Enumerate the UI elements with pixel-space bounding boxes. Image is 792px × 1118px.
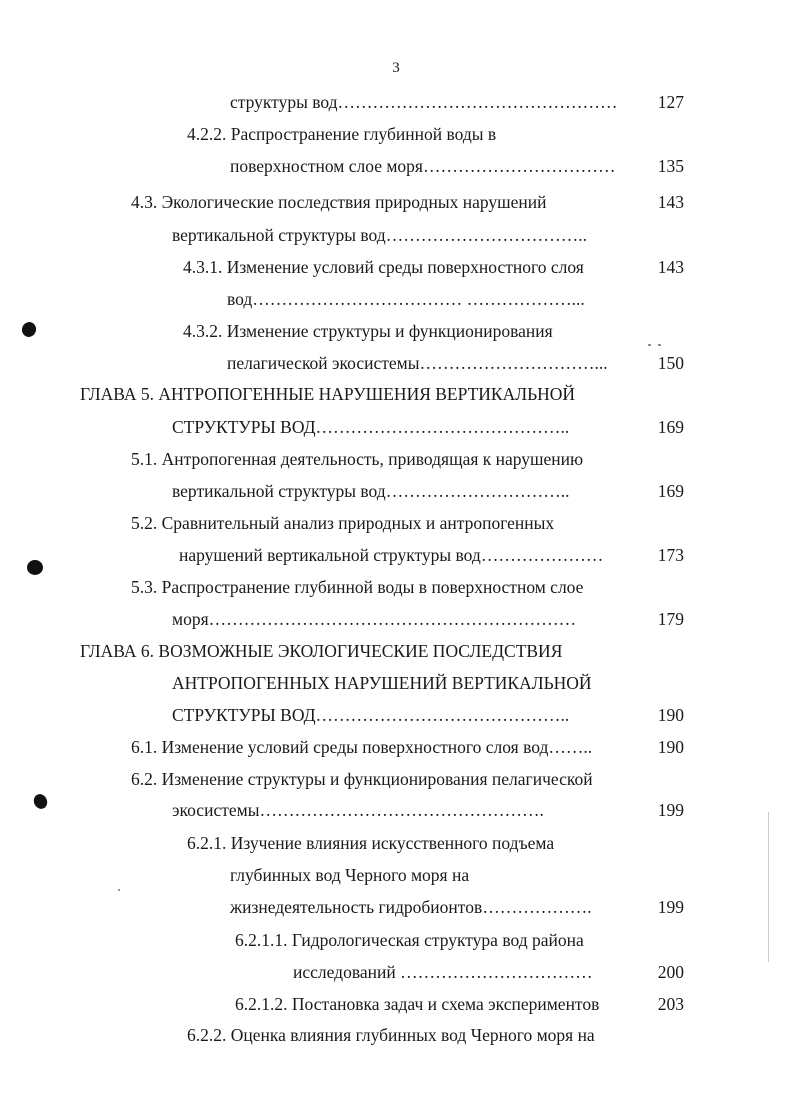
toc-page: 143 [657, 192, 684, 212]
toc-line: АНТРОПОГЕННЫХ НАРУШЕНИЙ ВЕРТИКАЛЬНОЙ [172, 673, 592, 693]
toc-line: вертикальной структуры вод…………………………….. [172, 225, 587, 245]
toc-line: вод……………………………… ………………... [227, 289, 585, 309]
toc-page: 150 [657, 353, 684, 373]
toc-line: нарушений вертикальной структуры вод………………… [179, 545, 604, 565]
toc-page: 199 [657, 800, 684, 820]
toc-page: 179 [657, 609, 684, 629]
scan-speck [658, 344, 661, 346]
toc-page: 143 [657, 257, 684, 277]
toc-line: 5.3. Распространение глубинной воды в поверхностном слое [131, 577, 584, 597]
toc-page: 169 [657, 481, 684, 501]
toc-line: ГЛАВА 6. ВОЗМОЖНЫЕ ЭКОЛОГИЧЕСКИЕ ПОСЛЕДСТВИЯ [80, 641, 563, 661]
toc-page: 203 [657, 994, 684, 1014]
toc-line: жизнедеятельность гидробионтов………………. [230, 897, 592, 917]
toc-line: 6.2.1.1. Гидрологическая структура вод района [235, 930, 584, 950]
toc-line: глубинных вод Черного моря на [230, 865, 470, 885]
toc-line: поверхностном слое моря…………………………… [230, 156, 616, 176]
toc-page: 135 [657, 156, 684, 176]
toc-line: моря……………………………………………………… [172, 609, 577, 629]
toc-line: 6.2. Изменение структуры и функционирования пелагической [131, 769, 593, 789]
toc-line: 6.1. Изменение условий среды поверхностного слоя вод…….. [131, 737, 593, 757]
toc-page: 169 [657, 417, 684, 437]
toc-line: 5.1. Антропогенная деятельность, приводящая к нарушению [131, 449, 584, 469]
toc-line: СТРУКТУРЫ ВОД…………………………………….. [172, 417, 570, 437]
scan-line [768, 812, 769, 962]
toc-line: 6.2.2. Оценка влияния глубинных вод Черного моря на [187, 1025, 595, 1045]
toc-page: 190 [657, 705, 684, 725]
toc-line: ГЛАВА 5. АНТРОПОГЕННЫЕ НАРУШЕНИЯ ВЕРТИКАЛЬНОЙ [80, 384, 576, 404]
punch-hole-mark [31, 792, 49, 811]
toc-line: экосистемы…………………………………………. [172, 800, 544, 820]
toc-line: структуры вод………………………………………… [230, 92, 618, 112]
punch-hole-mark [27, 560, 43, 575]
scan-speck [648, 344, 651, 346]
toc-line: 4.2.2. Распространение глубинной воды в [187, 124, 497, 144]
toc-line: 4.3.1. Изменение условий среды поверхностного слоя [183, 257, 584, 277]
toc-page: 190 [657, 737, 684, 757]
page-number: 3 [392, 60, 400, 76]
toc-line: исследований …………………………… [293, 962, 593, 982]
toc-page: 173 [657, 545, 684, 565]
toc-page: 200 [657, 962, 684, 982]
toc-line: СТРУКТУРЫ ВОД…………………………………….. [172, 705, 570, 725]
toc-page: 199 [657, 897, 684, 917]
scan-speck [118, 889, 120, 891]
toc-line: 6.2.1.2. Постановка задач и схема экспериментов [235, 994, 600, 1014]
toc-line: 6.2.1. Изучение влияния искусственного подъема [187, 833, 555, 853]
toc-line: 4.3. Экологические последствия природных нарушений [131, 192, 547, 212]
toc-line: 5.2. Сравнительный анализ природных и антропогенных [131, 513, 555, 533]
toc-line: вертикальной структуры вод………………………….. [172, 481, 570, 501]
toc-page: 127 [657, 92, 684, 112]
punch-hole-mark [20, 320, 38, 339]
toc-line: пелагической экосистемы…………………………... [227, 353, 608, 373]
toc-line: 4.3.2. Изменение структуры и функционирования [183, 321, 553, 341]
